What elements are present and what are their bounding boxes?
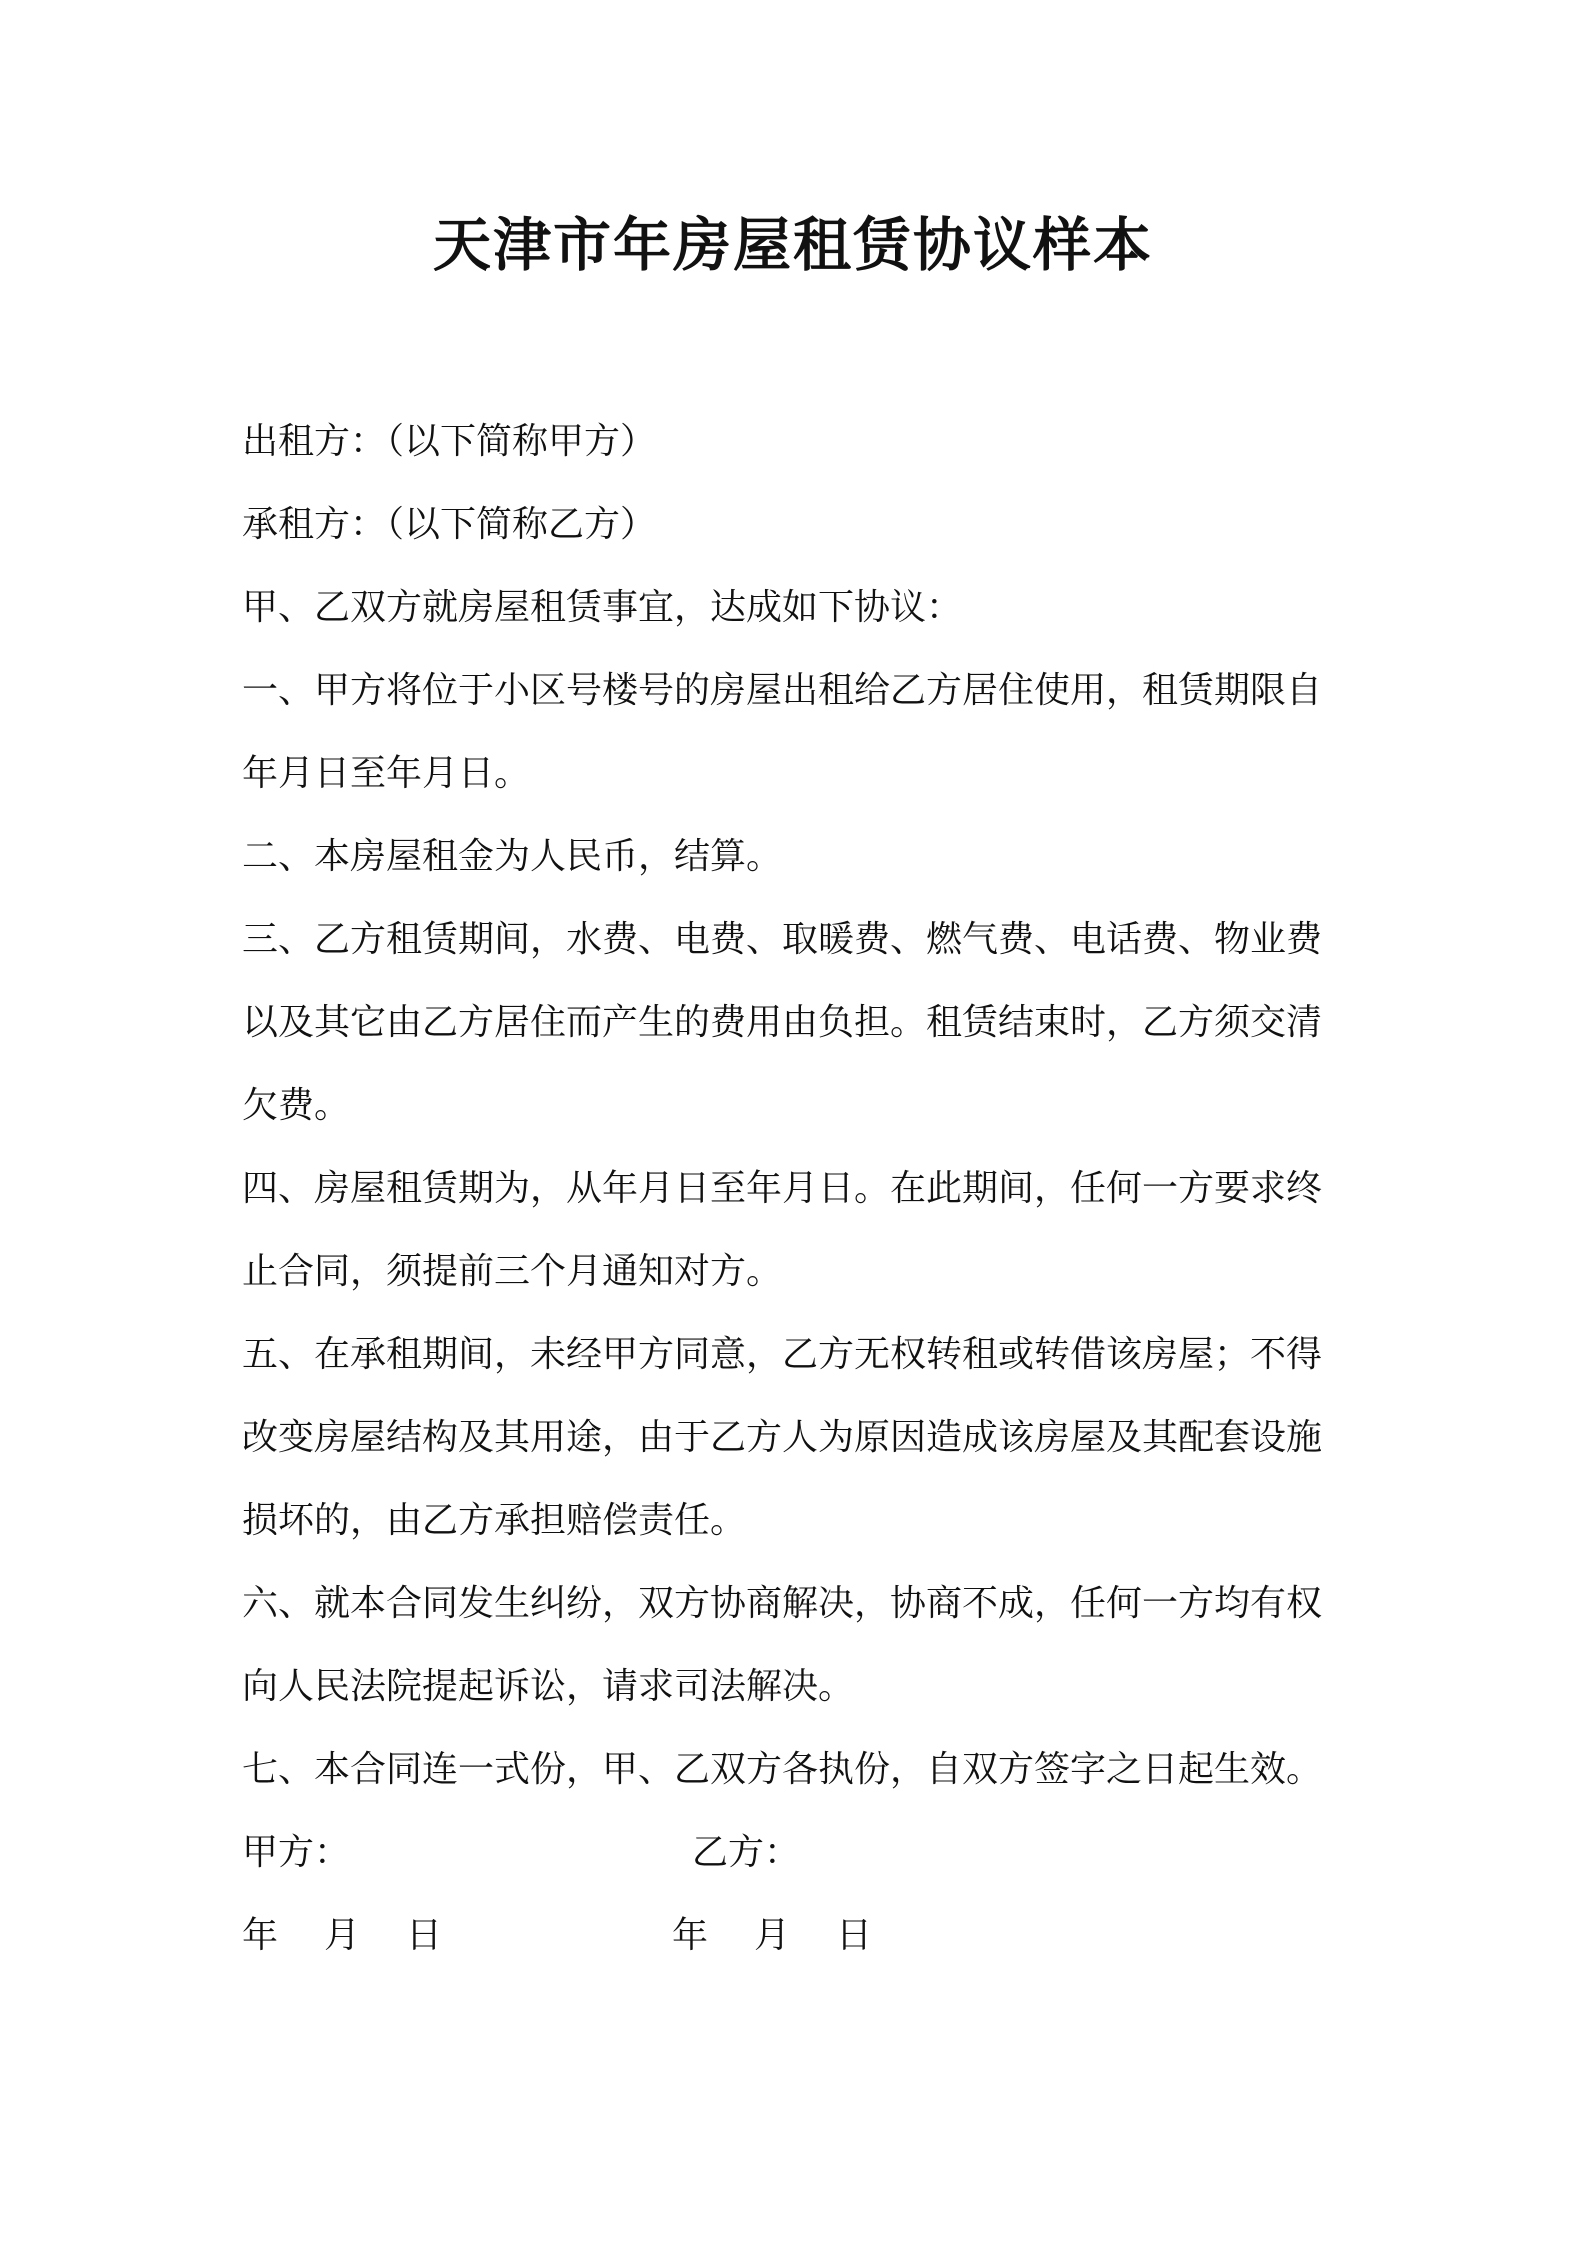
text-line: 向人民法院提起诉讼，请求司法解决。	[242, 1666, 855, 1707]
date-a-month: 月	[324, 1915, 361, 1956]
text-line: 甲、乙双方就房屋租赁事宜，达成如下协议：	[242, 587, 963, 628]
date-a-day: 日	[406, 1915, 443, 1956]
text-line: 以及其它由乙方居住而产生的费用由负担。租赁结束时，乙方须交清	[242, 1002, 1323, 1043]
text-line: 五、在承租期间，未经甲方同意，乙方无权转租或转借该房屋；不得	[242, 1334, 1323, 1375]
text-line: 四、房屋租赁期为，从年月日至年月日。在此期间，任何一方要求终	[242, 1168, 1323, 1209]
text-line: 一、甲方将位于小区号楼号的房屋出租给乙方居住使用，租赁期限自	[242, 670, 1323, 711]
text-line: 改变房屋结构及其用途，由于乙方人为原因造成该房屋及其配套设施	[242, 1417, 1323, 1458]
date-a	[242, 1894, 672, 1977]
party-b-label: 乙方：	[692, 1832, 801, 1873]
text-line: 止合同，须提前三个月通知对方。	[242, 1251, 783, 1292]
date-b-month: 月	[754, 1915, 791, 1956]
party-a-label: 甲方：	[242, 1832, 351, 1873]
text-line: 出租方：（以下简称甲方）	[242, 421, 657, 462]
date-b-year: 年	[672, 1915, 709, 1956]
date-a-year: 年	[242, 1915, 279, 1956]
text-line: 欠费。	[242, 1085, 351, 1126]
text-line: 损坏的，由乙方承担赔偿责任。	[242, 1500, 747, 1541]
text-line: 二、本房屋租金为人民币，结算。	[242, 836, 783, 877]
text-line: 六、就本合同发生纠纷，双方协商解决，协商不成，任何一方均有权	[242, 1583, 1323, 1624]
document-title: 天津市年房屋租赁协议样本	[432, 211, 1153, 279]
text-line: 七、本合同连一式份，甲、乙双方各执份，自双方签字之日起生效。	[242, 1749, 1323, 1790]
date-b-day: 日	[836, 1915, 873, 1956]
date-b	[672, 1894, 1102, 1977]
document-body	[242, 400, 1352, 1977]
text-line: 年月日至年月日。	[242, 753, 531, 794]
text-line: 承租方：（以下简称乙方）	[242, 504, 657, 545]
signature-row	[242, 1811, 1352, 1894]
date-row	[242, 1894, 1352, 1977]
text-line: 三、乙方租赁期间，水费、电费、取暖费、燃气费、电话费、物业费	[242, 919, 1323, 960]
